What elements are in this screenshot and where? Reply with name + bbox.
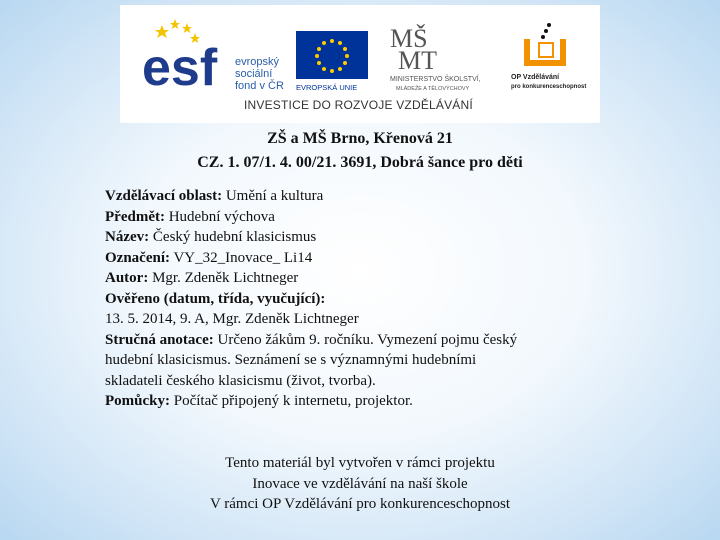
area-value: Umění a kultura (222, 188, 324, 204)
tools-value: Počítač připojený k internetu, projektor. (170, 393, 413, 409)
esf-line2: sociální (235, 68, 273, 80)
footer-line3: V rámci OP Vzdělávání pro konkurenceschopnost (209, 496, 511, 512)
esf-line1: evropský (235, 56, 280, 68)
footer-line1: Tento materiál byl vytvořen v rámci projektu (225, 455, 495, 471)
info-row-area (105, 186, 625, 207)
info-block (105, 186, 625, 412)
footer-note (0, 453, 720, 515)
esf-line3: fond v ČR (235, 80, 284, 91)
op-dots-icon (541, 23, 551, 39)
verified-value: 13. 5. 2014, 9. A, Mgr. Zdeněk Lichtneger (105, 311, 359, 327)
subject-value: Hudební výchova (164, 208, 275, 225)
op-line2: pro konkurenceschopnost (511, 84, 587, 90)
info-row-tools (105, 391, 625, 412)
info-row-author (105, 268, 625, 289)
esf-eu-logo (140, 13, 380, 91)
logo-banner (120, 5, 600, 123)
area-label: Vzdělávací oblast: (105, 188, 223, 204)
subject-label: Předmět: (105, 208, 165, 225)
op-logo (505, 19, 595, 99)
code-label: Označení: (105, 249, 170, 266)
eu-label: EVROPSKÁ UNIE (296, 83, 358, 91)
ministry-line2: MLÁDEŽE A TĚLOVÝCHOVY (396, 86, 470, 92)
info-row-annotation (105, 330, 625, 351)
ministry-logo (388, 23, 498, 93)
code-value: VY_32_Inovace_ Li14 (170, 249, 313, 266)
esf-letters: esf (142, 39, 218, 91)
author-value: Mgr. Zdeněk Lichtneger (148, 270, 299, 286)
tools-label: Pomůcky: (105, 393, 170, 409)
annotation-line2: hudební klasicismus. Seznámení se s významnými hudebními (105, 352, 477, 368)
name-label: Název: (105, 229, 150, 245)
info-row-subject (105, 207, 625, 228)
info-row-name (105, 227, 625, 248)
ministry-monogram-top: MŠ (390, 24, 428, 53)
ministry-line1: MINISTERSTVO ŠKOLSTVÍ, (390, 76, 481, 83)
ministry-monogram-bottom: MT (398, 46, 437, 75)
name-value: Český hudební klasicismus (149, 229, 317, 245)
annotation-line3: skladateli českého klasicismu (život, tvorba). (105, 372, 376, 389)
annotation-line1: Určeno žákům 9. ročníku. Vymezení pojmu český (213, 331, 518, 348)
verified-label: Ověřeno (datum, třída, vyučující): (105, 290, 326, 307)
school-heading: ZŠ a MŠ Brno, Křenová 21 (267, 130, 453, 147)
op-line1: OP Vzdělávání (511, 74, 560, 81)
info-row-code (105, 248, 625, 269)
info-row-verified (105, 289, 625, 310)
author-label: Autor: (105, 270, 149, 286)
banner-tagline: INVESTICE DO ROZVOJE VZDĚLÁVÁNÍ (244, 98, 473, 112)
footer-line2: Inovace ve vzdělávání na naší škole (252, 475, 468, 492)
project-heading: CZ. 1. 07/1. 4. 00/21. 3691, Dobrá šance pro děti (197, 154, 523, 171)
annotation-label: Stručná anotace: (105, 331, 214, 348)
